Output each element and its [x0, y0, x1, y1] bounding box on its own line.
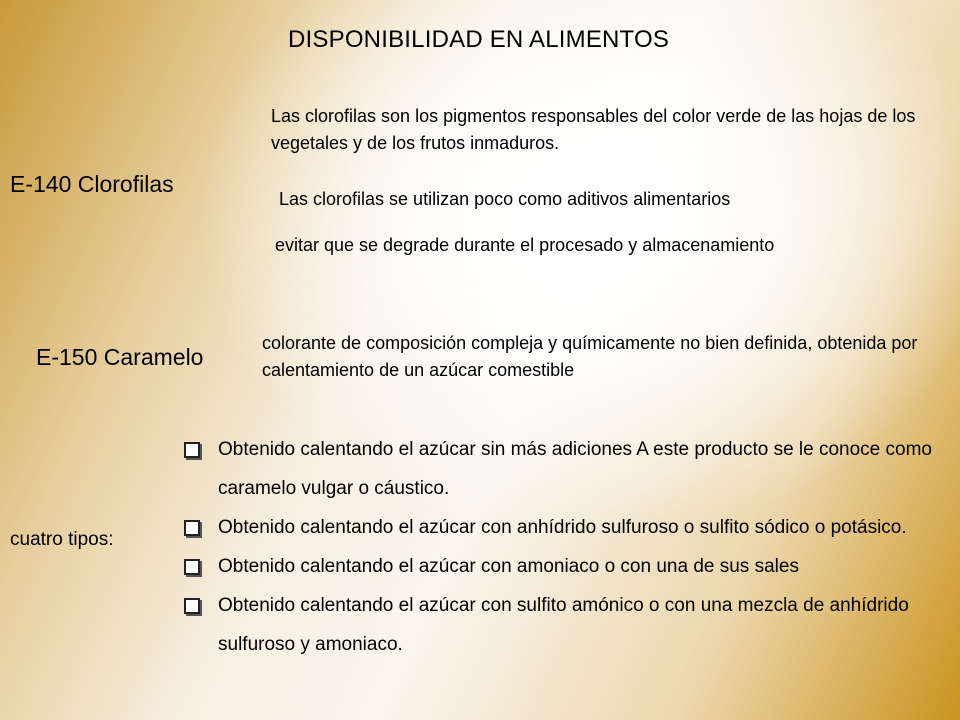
list-item — [184, 508, 954, 547]
checkbox-bullet-icon — [184, 598, 200, 614]
e140-description: Las clorofilas son los pigmentos responsables del color verde de las hojas de los vegetales y de los frutos inmaduros. — [271, 106, 916, 153]
e140-term: E-140 Clorofilas — [10, 171, 174, 197]
e140-processing-note: evitar que se degrade durante el procesado y almacenamiento — [275, 235, 775, 255]
caramel-types-list — [184, 430, 954, 664]
list-item-text: Obtenido calentando el azúcar con sulfito amónico o con una mezcla de anhídrido sulfuroso y amoniaco. — [218, 595, 909, 655]
checkbox-bullet-icon — [184, 559, 200, 575]
checkbox-bullet-icon — [184, 520, 200, 536]
e140-usage-note: Las clorofilas se utilizan poco como aditivos alimentarios — [279, 189, 731, 209]
list-item-text: Obtenido calentando el azúcar con anhídrido sulfuroso o sulfito sódico o potásico. — [218, 517, 907, 538]
list-item — [184, 430, 954, 508]
list-item — [184, 586, 954, 664]
list-item — [184, 547, 954, 586]
e150-term: E-150 Caramelo — [36, 344, 204, 370]
types-label: cuatro tipos: — [10, 529, 114, 550]
checkbox-bullet-icon — [184, 442, 200, 458]
page-title: DISPONIBILIDAD EN ALIMENTOS — [288, 26, 670, 53]
e150-description: colorante de composición compleja y químicamente no bien definida, obtenida por calentamiento de un azúcar comestible — [262, 333, 918, 380]
list-item-text: Obtenido calentando el azúcar con amoniaco o con una de sus sales — [218, 556, 799, 577]
list-item-text: Obtenido calentando el azúcar sin más adiciones A este producto se le conoce como caramelo vulgar o cáustico. — [218, 439, 932, 499]
